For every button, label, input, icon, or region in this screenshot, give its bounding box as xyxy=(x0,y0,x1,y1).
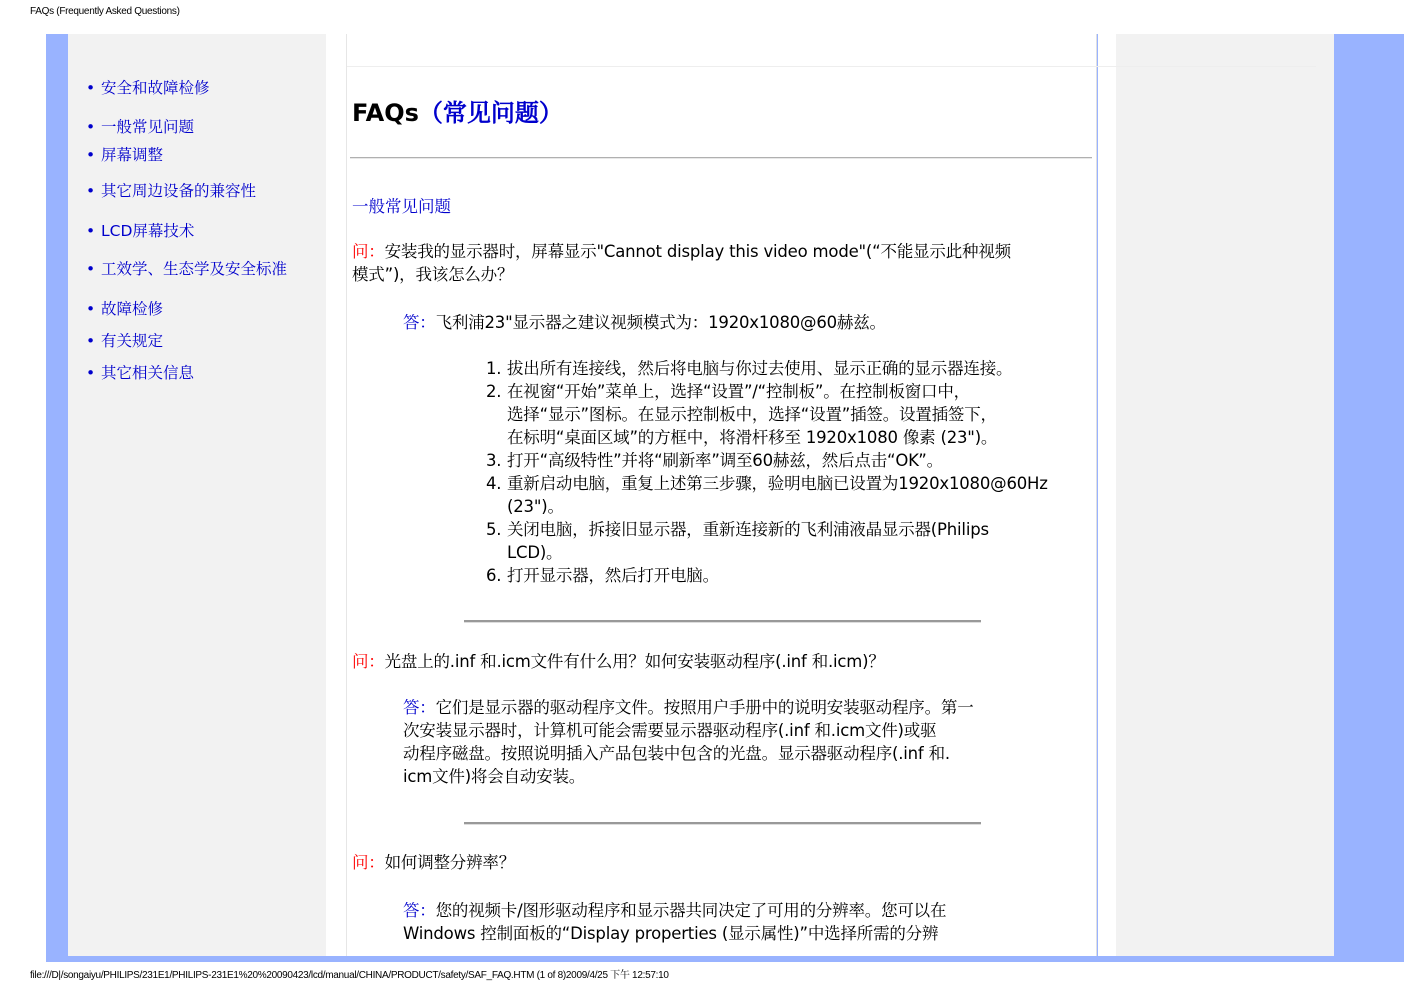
title-divider xyxy=(350,157,1092,159)
list-item xyxy=(486,380,1086,449)
page-title-paren: （常见问题） xyxy=(418,99,563,127)
sidebar-item-lcd-tech[interactable] xyxy=(86,219,194,241)
answer-1-steps xyxy=(486,357,1086,587)
print-footer: file:///D|/songaiyu/PHILIPS/231E1/PHILIPS-231E1%20%20090423/lcd/manual/CHINA/PRODUCT/safety/SAF_FAQ.HTM (1 of 8)2009/4/25 下午 12:57:10 xyxy=(30,970,669,981)
question-1-line1 xyxy=(352,240,1092,263)
answer-2-line: 次安装显示器时，计算机可能会需要显示器驱动程序(.inf 和.icm文件)或驱 xyxy=(403,721,937,740)
content-right-pad xyxy=(1098,34,1116,956)
section-heading-link[interactable]: 一般常见问题 xyxy=(352,197,451,216)
sidebar-item-ergonomics[interactable] xyxy=(86,257,287,279)
answer-2-text: 它们是显示器的驱动程序文件。按照用户手册中的说明安装驱动程序。第一 xyxy=(435,698,974,717)
sidebar-item-label: 一般常见问题 xyxy=(101,118,195,136)
question-3-text: 如何调整分辨率？ xyxy=(384,853,516,872)
right-border-strip xyxy=(1334,34,1404,962)
step-line: 拔出所有连接线，然后将电脑与你过去使用、显示正确的显示器连接。 xyxy=(507,359,1013,378)
sidebar-item-regulatory[interactable] xyxy=(86,329,163,351)
question-1 xyxy=(352,240,1092,286)
sidebar-item-label: 屏幕调整 xyxy=(101,146,164,164)
answer-label: 答： xyxy=(403,698,436,717)
step-line: 在标明“桌面区域”的方框中，将滑杆移至 1920x1080 像素 (23")。 xyxy=(507,428,998,447)
list-item xyxy=(486,449,1086,472)
answer-3-line xyxy=(403,899,1083,922)
bullet-icon: • xyxy=(86,364,96,382)
answer-1-text: 飞利浦23"显示器之建议视频模式为：1920x1080@60赫兹。 xyxy=(435,313,886,332)
sidebar-item-label: 有关规定 xyxy=(101,332,164,350)
bullet-icon: • xyxy=(86,79,96,97)
content-gutter xyxy=(326,34,347,956)
answer-label: 答： xyxy=(403,313,436,332)
step-line: 重新启动电脑，重复上述第三步骤，验明电脑已设置为1920x1080@60Hz xyxy=(507,474,1048,493)
list-item xyxy=(486,518,1086,564)
bullet-icon: • xyxy=(86,222,96,240)
answer-3 xyxy=(403,899,1083,945)
sidebar-item-label: 工效学、生态学及安全标准 xyxy=(101,260,288,278)
question-label: 问： xyxy=(352,652,385,671)
bullet-icon: • xyxy=(86,260,96,278)
sidebar-item-label: LCD屏幕技术 xyxy=(101,222,195,240)
list-item xyxy=(486,357,1086,380)
bullet-icon: • xyxy=(86,118,96,136)
sidebar-item-label: 其它周边设备的兼容性 xyxy=(101,182,257,200)
top-rule xyxy=(347,66,1316,67)
step-number: 4. xyxy=(486,474,502,493)
step-number: 1. xyxy=(486,359,502,378)
answer-3-line: Windows 控制面板的“Display properties (显示属性)”中选择所需的分辨 xyxy=(403,924,939,943)
question-2 xyxy=(352,650,1092,673)
sidebar-item-label: 安全和故障检修 xyxy=(101,79,210,97)
sidebar-item-screen-adjust[interactable] xyxy=(86,143,163,165)
list-item xyxy=(486,472,1086,518)
list-item xyxy=(486,564,1086,587)
sidebar-item-general-faq[interactable] xyxy=(86,115,194,137)
answer-1 xyxy=(403,311,1083,334)
sidebar-item-other-info[interactable] xyxy=(86,361,194,383)
step-line: 打开“高级特性”并将“刷新率”调至60赫兹，然后点击“OK”。 xyxy=(507,451,943,470)
question-3 xyxy=(352,851,1092,874)
question-label: 问： xyxy=(352,853,385,872)
page-title xyxy=(352,93,563,128)
page-title-main: FAQs xyxy=(352,99,419,127)
left-border-strip xyxy=(46,34,68,962)
question-1-line2: 模式”)，我该怎么办？ xyxy=(352,265,514,284)
step-number: 2. xyxy=(486,382,502,401)
answer-label: 答： xyxy=(403,901,436,920)
answer-2-line xyxy=(403,696,1083,719)
question-1-text: 安装我的显示器时，屏幕显示"Cannot display this video mode"(“不能显示此种视频 xyxy=(384,242,1011,261)
step-number: 3. xyxy=(486,451,502,470)
question-label: 问： xyxy=(352,242,385,261)
sidebar-item-label: 其它相关信息 xyxy=(101,364,195,382)
step-number: 6. xyxy=(486,566,502,585)
sidebar-item-troubleshooting[interactable] xyxy=(86,297,163,319)
sidebar-item-safety[interactable] xyxy=(86,76,210,98)
answer-2-line: icm文件)将会自动安装。 xyxy=(403,767,586,786)
answer-3-text: 您的视频卡/图形驱动程序和显示器共同决定了可用的分辨率。您可以在 xyxy=(435,901,947,920)
bullet-icon: • xyxy=(86,146,96,164)
step-line: 选择“显示”图标。在显示控制板中，选择“设置”插签。设置插签下， xyxy=(507,405,997,424)
sidebar-item-label: 故障检修 xyxy=(101,300,164,318)
print-header: FAQs (Frequently Asked Questions) xyxy=(30,6,180,17)
sidebar-panel xyxy=(68,34,326,956)
step-line: 打开显示器，然后打开电脑。 xyxy=(507,566,719,585)
answer-2 xyxy=(403,696,1083,788)
qa-divider xyxy=(464,822,981,825)
bullet-icon: • xyxy=(86,332,96,350)
sidebar-item-compatibility[interactable] xyxy=(86,179,256,201)
step-line: 在视窗“开始”菜单上，选择“设置”/“控制板”。在控制板窗口中， xyxy=(507,382,970,401)
bullet-icon: • xyxy=(86,300,96,318)
step-line: LCD)。 xyxy=(507,543,563,562)
bullet-icon: • xyxy=(86,182,96,200)
step-line: 关闭电脑，拆接旧显示器，重新连接新的飞利浦液晶显示器(Philips xyxy=(507,520,989,539)
answer-2-line: 动程序磁盘。按照说明插入产品包装中包含的光盘。显示器驱动程序(.inf 和. xyxy=(403,744,950,763)
step-line: (23")。 xyxy=(507,497,564,516)
question-2-text: 光盘上的.inf 和.icm文件有什么用？如何安装驱动程序(.inf 和.icm)？ xyxy=(384,652,885,671)
step-number: 5. xyxy=(486,520,502,539)
qa-divider xyxy=(464,620,981,623)
right-panel xyxy=(1116,34,1334,956)
